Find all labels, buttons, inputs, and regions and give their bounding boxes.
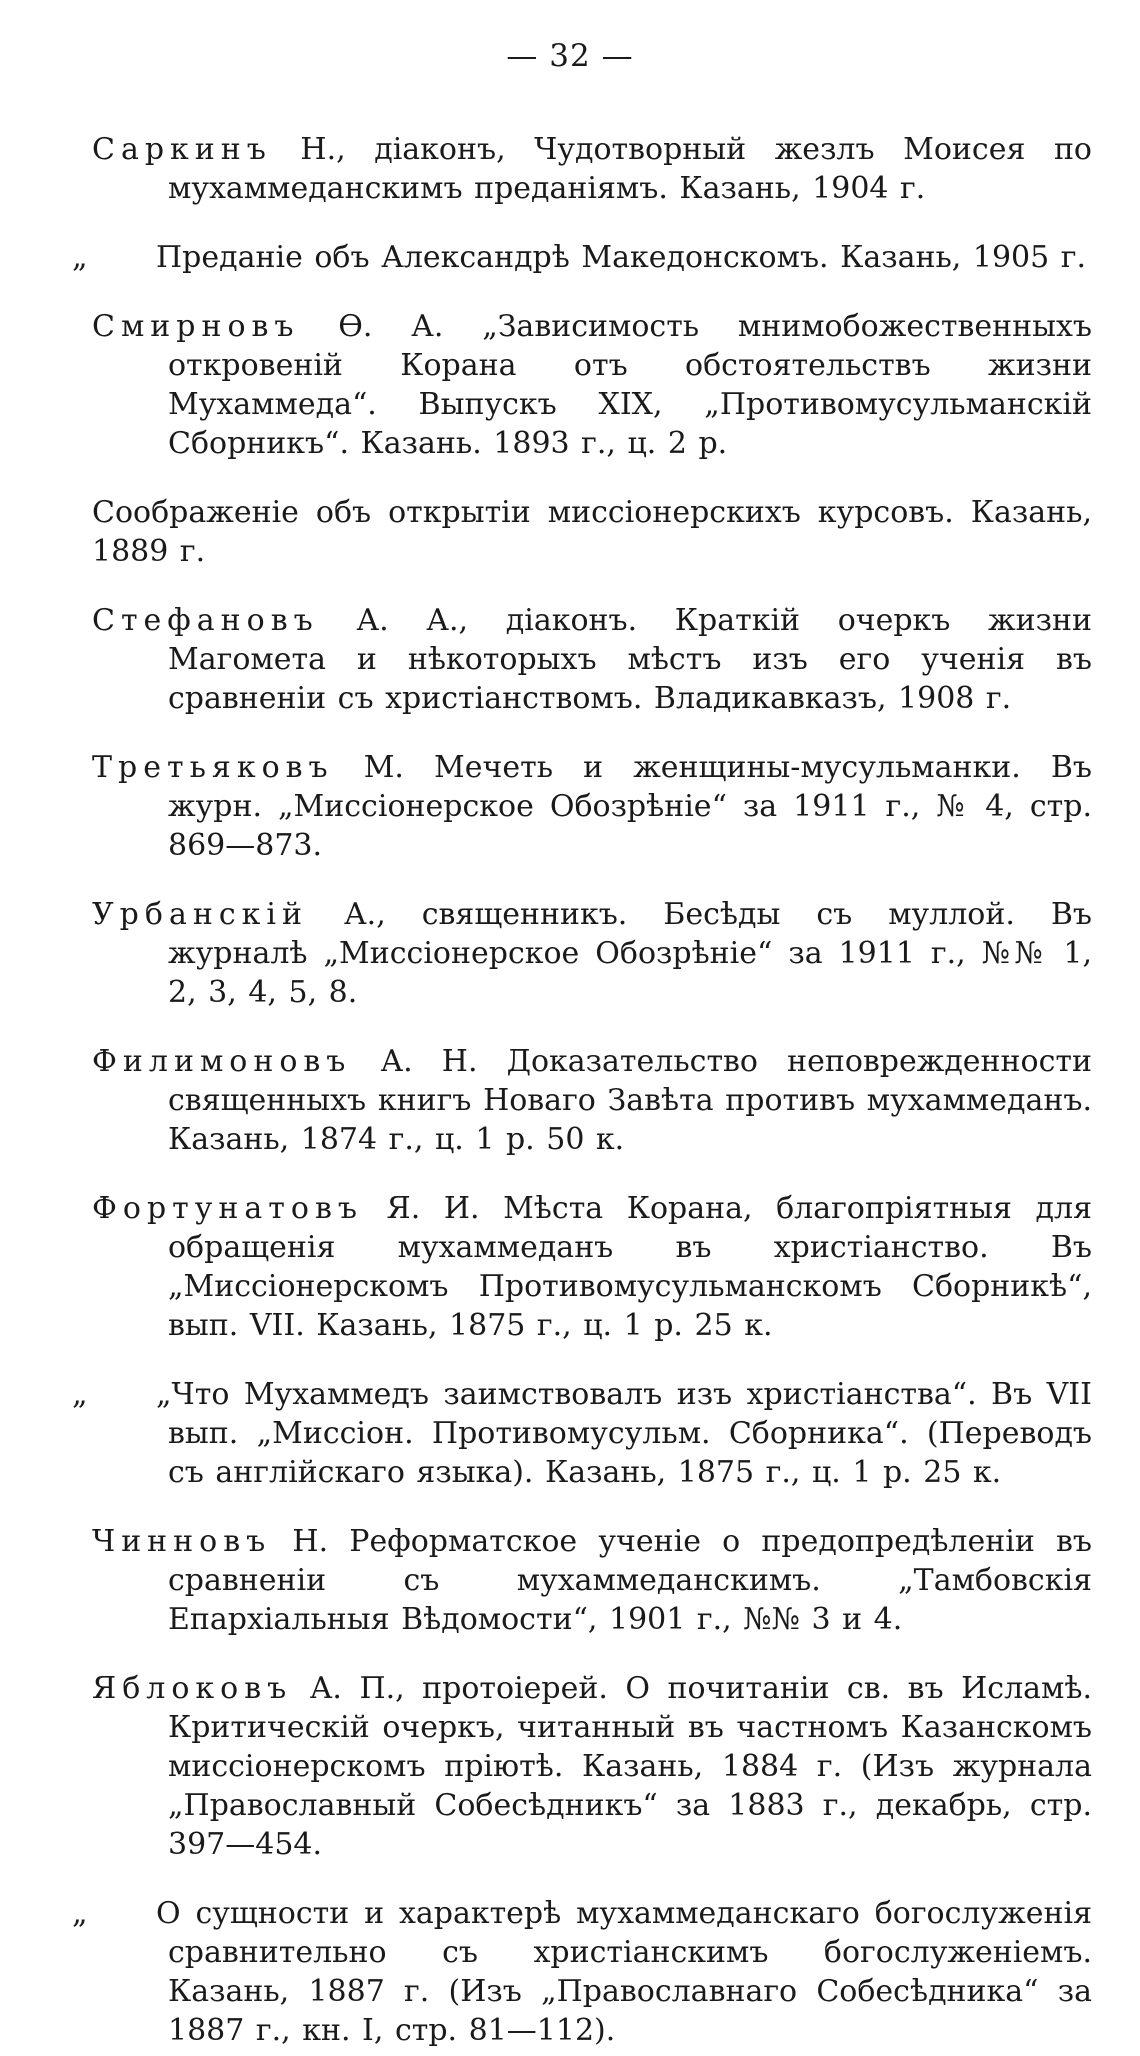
bibliography-entry	[92, 130, 1092, 208]
bibliography-entry	[72, 238, 1092, 277]
entry-text: Преданіе объ Александрѣ Македонскомъ. Казань, 1905 г.	[156, 240, 1087, 275]
ditto-mark: „	[72, 1896, 88, 1931]
bibliography-entry	[72, 1375, 1092, 1492]
bibliography-entry	[92, 307, 1092, 463]
entry-text: Соображеніе объ открытіи миссіонерскихъ курсовъ. Казань, 1889 г.	[92, 495, 1092, 569]
entry-author: Чинновъ	[92, 1524, 272, 1559]
entry-author: Смирновъ	[92, 309, 300, 344]
page-number: — 32 —	[506, 38, 634, 74]
entry-author: Стефановъ	[92, 603, 319, 638]
entry-author: Яблоковъ	[92, 1671, 293, 1706]
entry-text: О сущности и характерѣ мухаммеданскаго богослуженія сравнительно съ христіанскимъ богослуженіемъ. Казань, 1887 г. (Изъ „Православнаго Собесѣдника“ за 1887 г., кн. I, стр. 81—112).	[156, 1896, 1092, 2048]
entry-author: Третьяковъ	[92, 750, 334, 785]
entry-author: Фортунатовъ	[92, 1191, 363, 1226]
bibliography-list	[72, 100, 1092, 2056]
bibliography-entry	[92, 493, 1092, 571]
entry-text: Н., діаконъ, Чудотворный жезлъ Моисея по мухаммеданскимъ преданіямъ. Казань, 1904 г.	[168, 132, 1092, 206]
bibliography-entry	[92, 1522, 1092, 1639]
bibliography-entry	[72, 1894, 1092, 2050]
entry-text: А. А., діаконъ. Краткій очеркъ жизни Магомета и нѣкоторыхъ мѣстъ изъ его ученія въ сравненіи съ христіанствомъ. Владикавказъ, 1908 г.	[168, 603, 1092, 716]
bibliography-entry	[92, 1189, 1092, 1345]
entry-text: А. Н. Доказательство неповрежденности священныхъ книгъ Новаго Завѣта противъ мухаммеданъ. Казань, 1874 г., ц. 1 р. 50 к.	[168, 1044, 1092, 1157]
entry-text: Н. Реформатское ученіе о предопредѣленіи въ сравненіи съ мухаммеданскимъ. „Тамбовскія Епархіальныя Вѣдомости“, 1901 г., №№ 3 и 4.	[168, 1524, 1092, 1637]
entry-author: Саркинъ	[92, 132, 272, 167]
entry-text: Ѳ. А. „Зависимость мнимобожественныхъ откровеній Корана отъ обстоятельствъ жизни Мухаммеда“. Выпускъ XIX, „Противомусульманскій Сборникъ“. Казань. 1893 г., ц. 2 р.	[168, 309, 1092, 461]
bibliography-entry	[92, 748, 1092, 865]
ditto-mark: „	[72, 1377, 88, 1412]
entry-text: А. П., протоіерей. О почитаніи св. въ Исламѣ. Критическій очеркъ, читанный въ частномъ Казанскомъ миссіонерскомъ пріютѣ. Казань, 1884 г. (Изъ журнала „Православный Собесѣдникъ“ за 1883 г., декабрь, стр. 397—454.	[168, 1671, 1092, 1862]
entry-text: А., священникъ. Бесѣды съ муллой. Въ журналѣ „Миссіонерское Обозрѣніе“ за 1911 г., №№ 1, 2, 3, 4, 5, 8.	[168, 897, 1092, 1010]
bibliography-entry	[92, 895, 1092, 1012]
bibliography-entry	[92, 1669, 1092, 1864]
bibliography-entry	[92, 1042, 1092, 1159]
entry-author: Урбанскій	[92, 897, 308, 932]
entry-text: Я. И. Мѣста Корана, благопріятныя для обращенія мухаммеданъ въ христіанство. Въ „Миссіонерскомъ Противомусульманскомъ Сборникѣ“, вып. VII. Казань, 1875 г., ц. 1 р. 25 к.	[168, 1191, 1092, 1343]
entry-author: Филимоновъ	[92, 1044, 352, 1079]
entry-text: „Что Мухаммедъ заимствовалъ изъ христіанства“. Въ VII вып. „Миссіон. Противомусульм. Сборника“. (Переводъ съ англійскаго языка). Казань, 1875 г., ц. 1 р. 25 к.	[156, 1377, 1092, 1490]
bibliography-entry	[92, 601, 1092, 718]
entry-text: М. Мечеть и женщины-мусульманки. Въ журн. „Миссіонерское Обозрѣніе“ за 1911 г., № 4, стр. 869—873.	[168, 750, 1092, 863]
ditto-mark: „	[72, 240, 88, 275]
